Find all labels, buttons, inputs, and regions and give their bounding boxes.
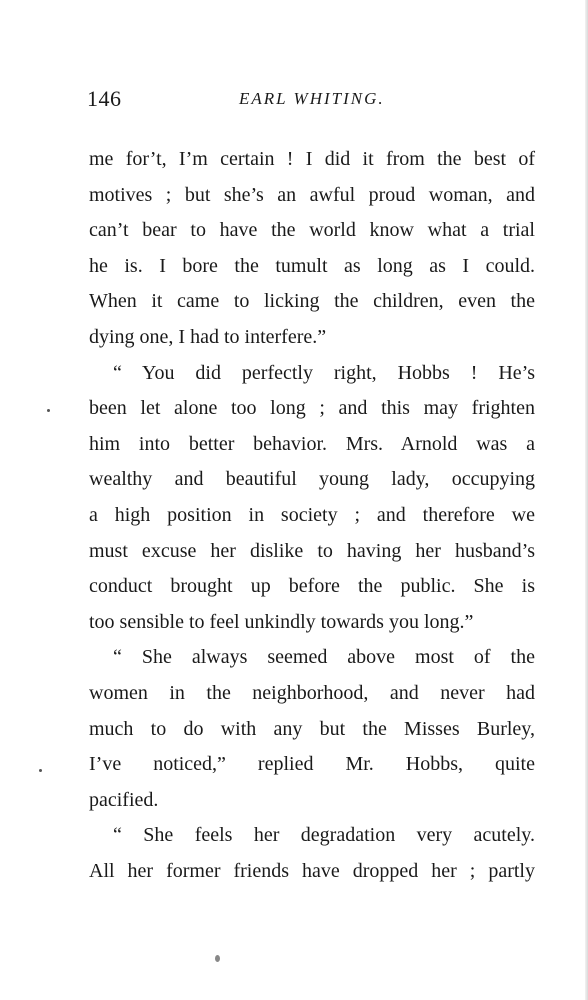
text-line: pacified. [89, 788, 159, 811]
text-line: dying one, I had to interfere.” [89, 325, 327, 348]
text-line: All her former friends have dropped her ; partly [89, 859, 535, 882]
running-head: EARL WHITING. [239, 89, 385, 108]
text-line: “ You did perfectly right, Hobbs ! He’s [113, 361, 535, 384]
body-text [89, 146, 535, 893]
text-line: me for’t, I’m certain ! I did it from the best of [89, 148, 535, 170]
text-line: him into better behavior. Mrs. Arnold was a [89, 432, 535, 455]
text-line: conduct brought up before the public. She is [89, 575, 535, 598]
text-line: I’ve noticed,” replied Mr. Hobbs, quite [89, 753, 535, 776]
text-line: been let alone too long ; and this may frighten [89, 397, 535, 420]
text-line: he is. I bore the tumult as long as I could. [89, 254, 535, 277]
page-header [87, 86, 533, 116]
text-line: must excuse her dislike to having her husband’s [89, 539, 535, 562]
text-line: can’t bear to have the world know what a trial [89, 219, 535, 242]
text-line: women in the neighborhood, and never had [89, 681, 535, 704]
footer-mark [215, 955, 220, 962]
paper-speck [47, 409, 50, 412]
text-line: “ She always seemed above most of the [113, 646, 535, 669]
paper-speck [39, 769, 42, 772]
text-line: motives ; but she’s an awful proud woman, and [89, 183, 535, 206]
text-line: too sensible to feel unkindly towards you long.” [89, 610, 474, 633]
text-line: much to do with any but the Misses Burley, [89, 717, 535, 740]
text-line: When it came to licking the children, even the [89, 290, 535, 313]
text-line: “ She feels her degradation very acutely. [113, 824, 535, 847]
page-number: 146 [87, 86, 122, 111]
text-line: a high position in society ; and therefore we [89, 503, 535, 526]
text-line: wealthy and beautiful young lady, occupying [89, 468, 535, 491]
